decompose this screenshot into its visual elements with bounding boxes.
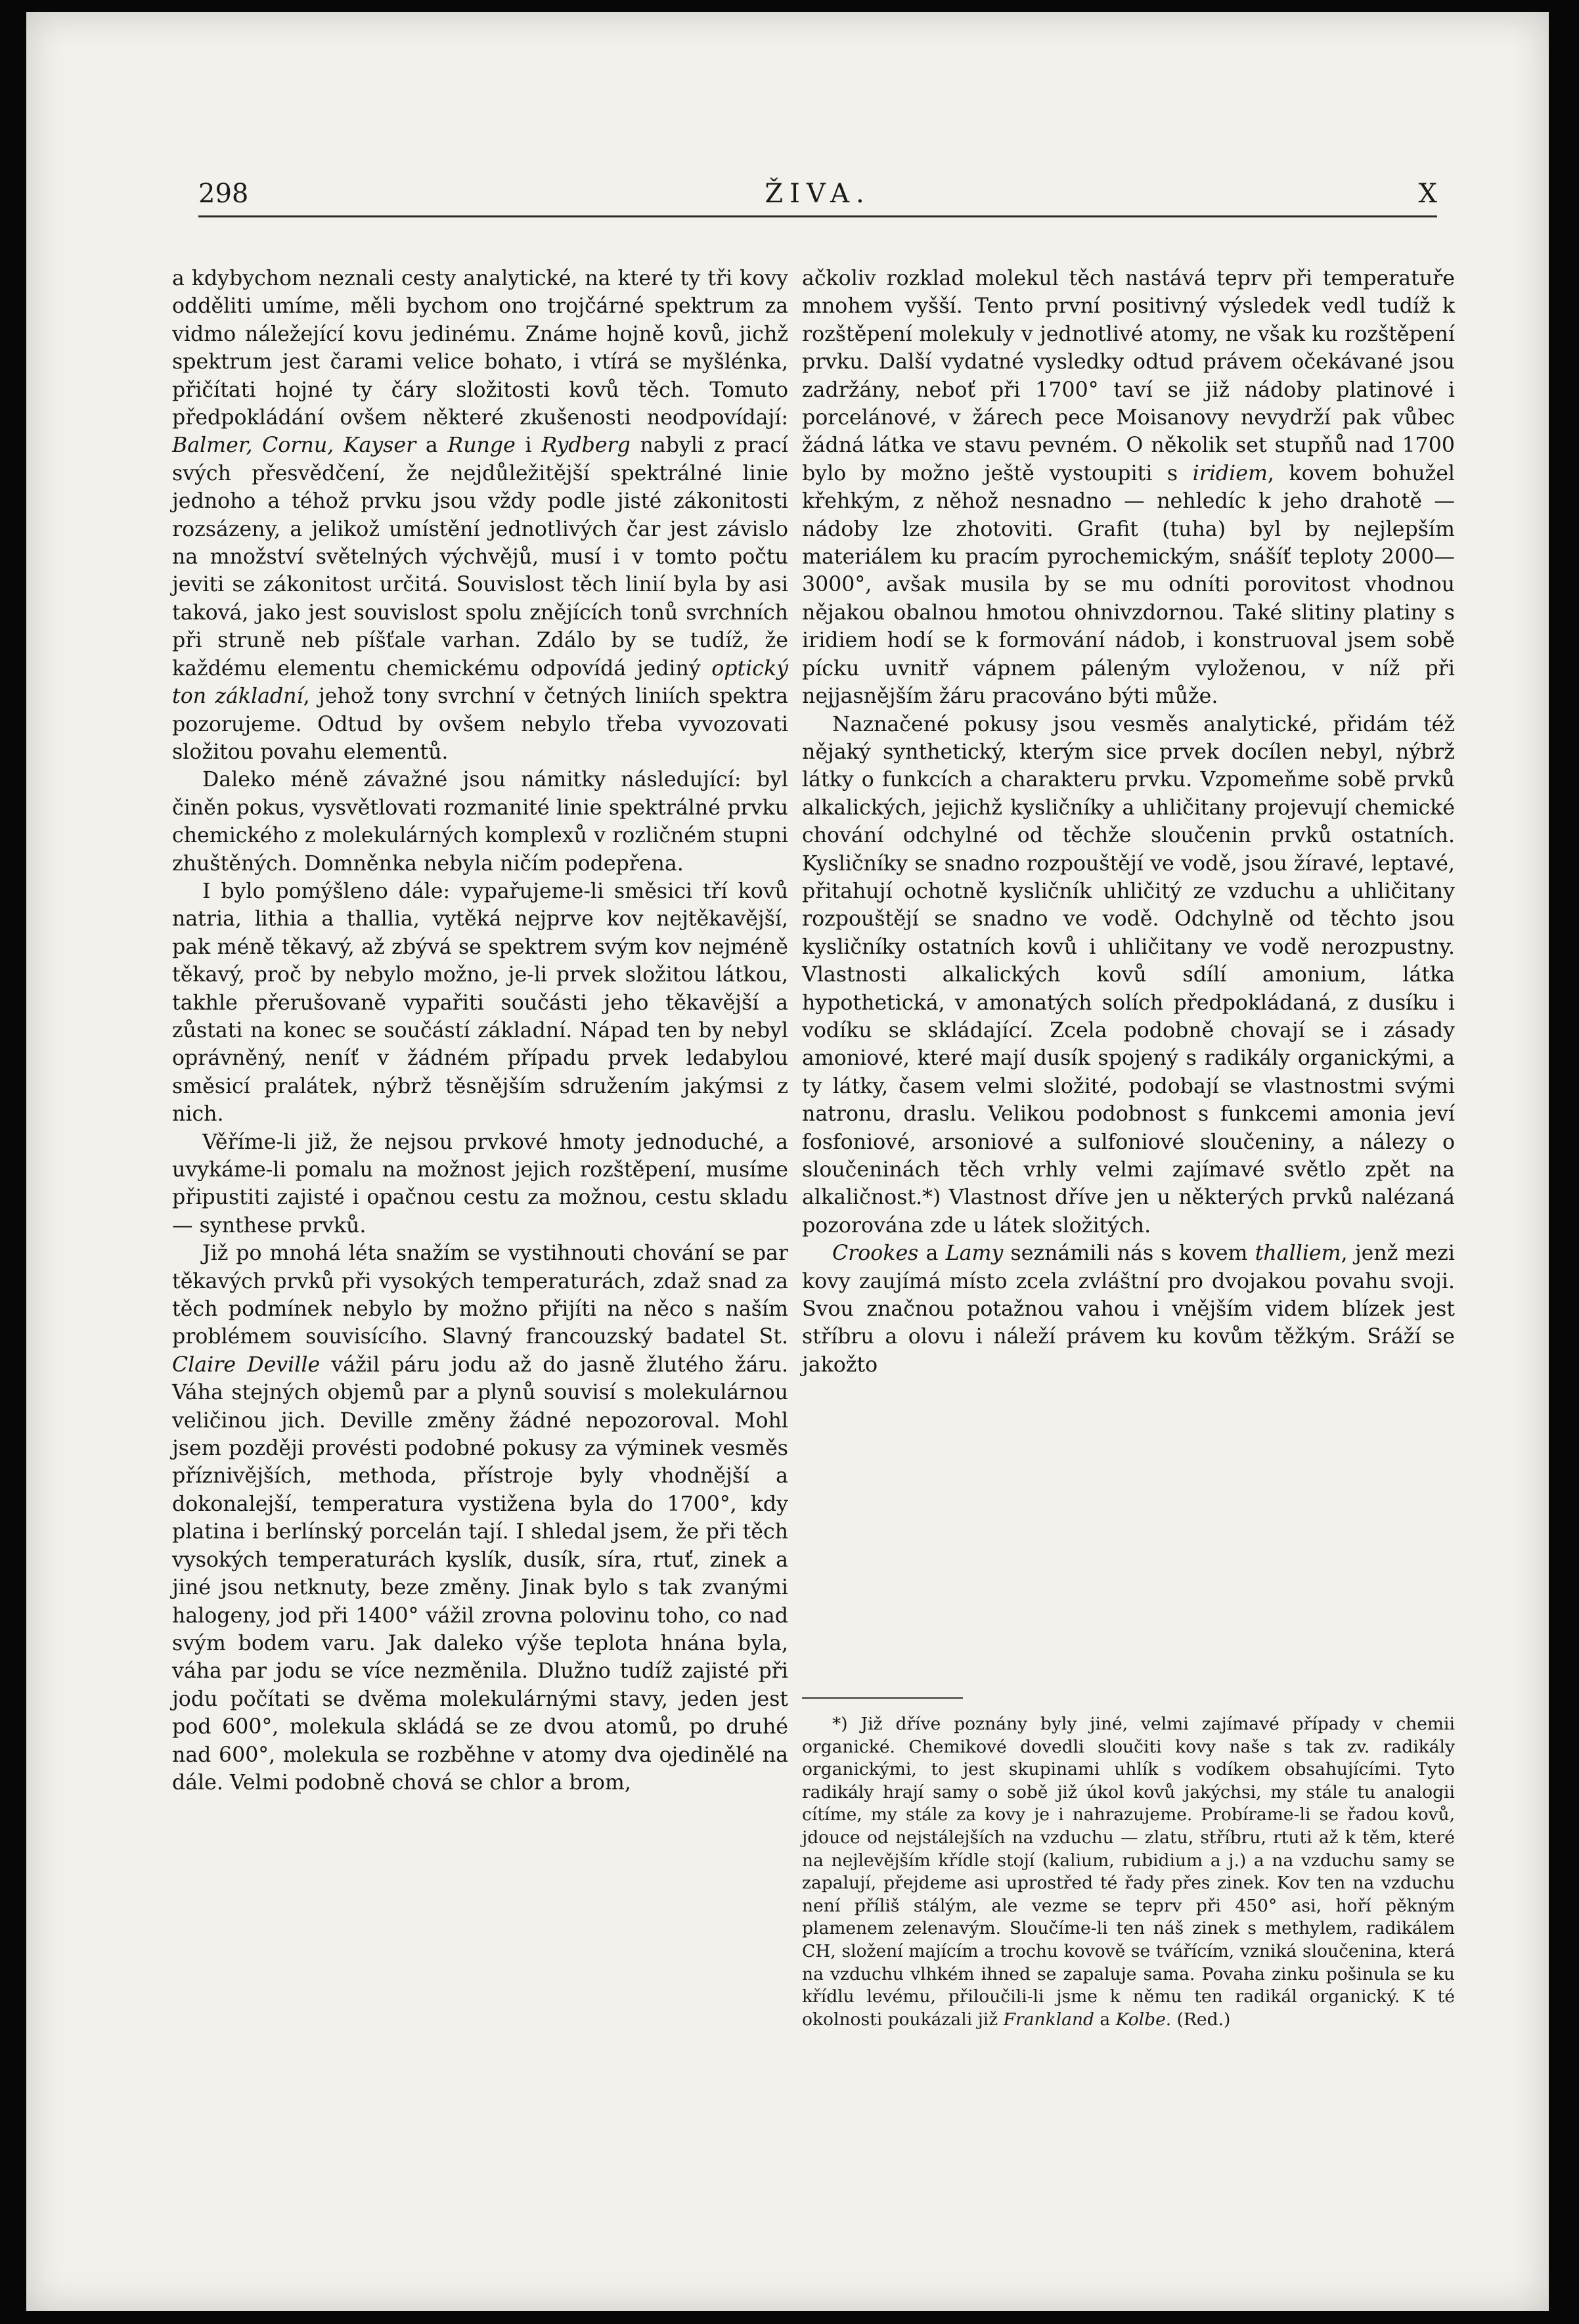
running-header bbox=[198, 169, 1437, 217]
scanned-page bbox=[26, 12, 1549, 2311]
text-run: seznámili nás s kovem bbox=[1003, 1241, 1255, 1266]
paragraph: Naznačené pokusy jsou vesměs analytické, přidám též nějaký synthetický, kterým sice prvek docílen nebyl, nýbrž látky o funkcích a charakteru prvku. Vzpomeňme sobě prvků alkalických, jejichž kysličníky a uhličitany projevují chemické chování odchylné od těchže sloučenin prvků ostatních. Kysličníky se snadno rozpouštějí ve vodě, jsou žíravé, leptavé, přitahují ochotně kysličník uhličitý ze vzduchu a uhličitany rozpouštějí se snadno ve vodě. Odchylně od těchto jsou kysličníky ostatních kovů i uhličitany ve vodě nerozpustny. Vlastnosti alkalických kovů sdílí amonium, látka hypothetická, v amonatých solích předpokládaná, z dusíku i vodíku se skládající. Zcela podobně chovají se i zásady amoniové, které mají dusík spojený s radikály organickými, a ty látky, časem velmi složité, podobají se vlastnostmi svými natronu, draslu. Velikou podobnost s funkcemi amonia jeví fosfoniové, arsoniové a sulfoniové sloučeniny, a nálezy o sloučeninách těch vrhly velmi zajímavé světlo zpět na alkaličnost.*) Vlastnost dříve jen u některých prvků nalézaná pozorována zde u látek složitých. bbox=[802, 712, 1455, 1238]
right-column bbox=[802, 265, 1455, 1379]
paragraph: I bylo pomýšleno dále: vypařujeme-li směsici tří kovů natria, lithia a thallia, vytěká nejprve kov nejtěkavější, pak méně těkavý, až zbývá se spektrem svým kov nejméně těkavý, proč by nebylo možno, je-li prvek složitou látkou, takhle přerušovaně vypařiti součásti jeho těkavější a zůstati na konec se součástí základní. Nápad ten by nebyl oprávněný, neníť v žádném případu prvek ledabylou směsicí pralátek, nýbrž těsnějším sdružením jakýmsi z nich. bbox=[172, 879, 788, 1127]
paragraph: Daleko méně závažné jsou námitky následující: byl činěn pokus, vysvětlovati rozmanité linie spektrálné prvku chemického z molekulárných komplexů v rozličném stupni zhuštěných. Domněnka nebyla ničím podepřena. bbox=[172, 768, 788, 876]
paragraph bbox=[172, 1240, 788, 1797]
emphasis: optický ton základní bbox=[172, 656, 788, 709]
author-name: Rydberg bbox=[541, 434, 631, 458]
author-name: Runge bbox=[447, 434, 516, 458]
text-run: , jenž mezi kovy zaujímá místo zcela zvláštní pro dvojakou povahu svoji. Svou značnou potažnou vahou i vnějším videm blízek jest stříbru a olovu i náleží právem ku kovům těžkým. Sráží se jakožto bbox=[802, 1241, 1455, 1377]
paragraph bbox=[172, 265, 788, 766]
author-name: Frankland bbox=[1003, 2009, 1094, 2030]
text-run: , kovem bohužel křehkým, z něhož nesnadno — nehledíc k jeho drahotě — nádoby lze zhotoviti. Grafit (tuha) byl by nejlepším materiálem ku pracím pyrochemickým, snášíť teploty 2000—3000°, avšak musila by se mu odníti porovitost vhodnou nějakou obalnou hmotou ohnivzdornou. Také slitiny platiny s iridiem hodí se k formování nádob, i konstruoval jsem sobě pícku uvnitř vápnem páleným vyloženou, v níž při nejjasnějším žáru pracováno býti může. bbox=[802, 461, 1455, 709]
footnote-divider bbox=[802, 1697, 963, 1699]
text-run: a bbox=[918, 1241, 946, 1266]
author-names: Balmer, Cornu, Kayser bbox=[172, 434, 416, 458]
text-run: nabyli z prací svých přesvědčení, že nejdůležitější spektrálné linie jednoho a téhož prvku jsou vždy podle jisté zákonitosti rozsázeny, a jelikož umístění jednotlivých čar jest závislo na množství světelných výchvějů, musí i v tomto počtu jeviti se zákonitost určitá. Souvislost těch linií byla by asi taková, jako jest souvislost spolu znějících tonů svrchních při struně neb píšťale varhan. Zdálo by se tudíž, že každému elementu chemickému odpovídá jediný bbox=[172, 434, 789, 681]
volume-number: X bbox=[1418, 179, 1437, 209]
text-run: vážil páru jodu až do jasně žlutého žáru. Váha stejných objemů par a plynů souvisí s molekulárnou veličinou jich. Deville změny žádné nepozoroval. Mohl jsem později provésti podobné pokusy za výminek vesměs příznivějších, methoda, přístroje byly vhodnější a dokonalejší, temperatura vystižena byla do 1700°, kdy platina i berlínský porcelán tají. I shledal jsem, že při těch vysokých temperaturách kyslík, dusík, síra, rtuť, zinek a jiné jsou netknuty, beze změny. Jinak bylo s tak zvanými halogeny, jod při 1400° vážil zrovna polovinu toho, co nad svým bodem varu. Jak daleko výše teplota hnána byla, váha par jodu se více nezměnila. Dlužno tudíž zajisté při jodu počítati se dvěma molekulárnými stavy, jeden jest pod 600°, molekula skládá se ze dvou atomů, po druhé nad 600°, molekula se rozběhne v atomy dva ojedinělé na dále. Velmi podobně chová se chlor a brom, bbox=[172, 1352, 788, 1795]
author-name: Kolbe bbox=[1115, 2009, 1166, 2030]
text-run: *) Již dříve poznány byly jiné, velmi zajímavé případy v chemii organické. Chemikové dovedli sloučiti kovy naše s tak zv. radikály organickými, to jest skupinami uhlík s vodíkem obsahujícími. Tyto radikály hrají samy o sobě již úkol kovů jakýchsi, my stále tu analogii cítíme, my stále za kovy je i nahrazujeme. Probírame-li se řadou kovů, jdouce od nejstálejších na vzduchu — zlatu, stříbru, rtuti až k těm, které na nejlevějším křídle stojí (kalium, rubidium a j.) a na vzduchu samy se zapalují, přejdeme asi uprostřed té řady přes zinek. Kov ten na vzduchu není příliš stálým, ale vezme se teprv při 450° asi, hoří pěkným plamenem zelenavým. Sloučíme-li ten náš zinek s methylem, radikálem CH, složení majícím a trochu kovově se tvářícím, vzniká sloučenina, která na vzduchu vlhkém ihned se zapaluje sama. Povaha zinku pošinula se ku křídlu levému, přiloučili-li jsme k němu ten radikál organický. K té okolnosti poukázali již bbox=[802, 1714, 1455, 2030]
text-run: a kdybychom neznali cesty analytické, na které ty tři kovy odděliti umíme, měli bychom ono trojčárné spektrum za vidmo náležející kovu jedinému. Známe hojně kovů, jichž spektrum jest čarami velice bohato, i vtírá se myšlénka, přičítati hojné ty čáry složitosti kovů těch. Tomuto předpokládání ovšem některé zkušenosti neodpovídají: bbox=[172, 267, 788, 430]
text-run: i bbox=[515, 434, 542, 458]
text-run: , jehož tony svrchní v četných liniích spektra pozorujeme. Odtud by ovšem nebylo třeba vyvozovati složitou povahu elementů. bbox=[172, 684, 788, 764]
left-column bbox=[172, 265, 788, 1797]
paragraph bbox=[802, 1240, 1455, 1379]
emphasis: iridiem bbox=[1192, 461, 1268, 485]
footnote bbox=[802, 1713, 1455, 2031]
page-number: 298 bbox=[198, 179, 249, 209]
author-name: Lamy bbox=[945, 1241, 1004, 1266]
author-name: Crookes bbox=[832, 1241, 919, 1266]
text-run: a bbox=[416, 434, 448, 458]
text-run: Již po mnohá léta snažím se vystihnouti chování se par těkavých prvků při vysokých temperaturách, zdaž snad za těch podmínek nebylo by možno přijíti na něco s naším problémem souvisícího. Slavný francouzský badatel St. bbox=[172, 1241, 788, 1349]
text-run: ačkoliv rozklad molekul těch nastává teprv při temperatuře mnohem vyšší. Tento první positivný výsledek vedl tudíž k rozštěpení molekuly v jednotlivé atomy, ne však ku rozštěpení prvku. Další vydatné vysledky odtud právem očekávané jsou zadržány, neboť při 1700° taví se již nádoby platinové i porcelánové, v žárech pece Moisanovy nevydrží pak vůbec žádná látka ve stavu pevném. O několik set stupňů nad 1700 bylo by možno ještě vystoupiti s bbox=[802, 267, 1455, 485]
paragraph: Věříme-li již, že nejsou prvkové hmoty jednoduché, a uvykáme-li pomalu na možnost jejich rozštěpení, musíme připustiti zajisté i opačnou cestu za možnou, cestu skladu — synthese prvků. bbox=[172, 1130, 788, 1238]
text-run: . (Red.) bbox=[1165, 2009, 1231, 2030]
emphasis: thalliem bbox=[1255, 1241, 1341, 1266]
journal-title: ŽIVA. bbox=[765, 179, 871, 209]
paragraph bbox=[802, 265, 1455, 711]
author-name: Claire Deville bbox=[172, 1352, 321, 1377]
text-run: a bbox=[1094, 2009, 1116, 2030]
